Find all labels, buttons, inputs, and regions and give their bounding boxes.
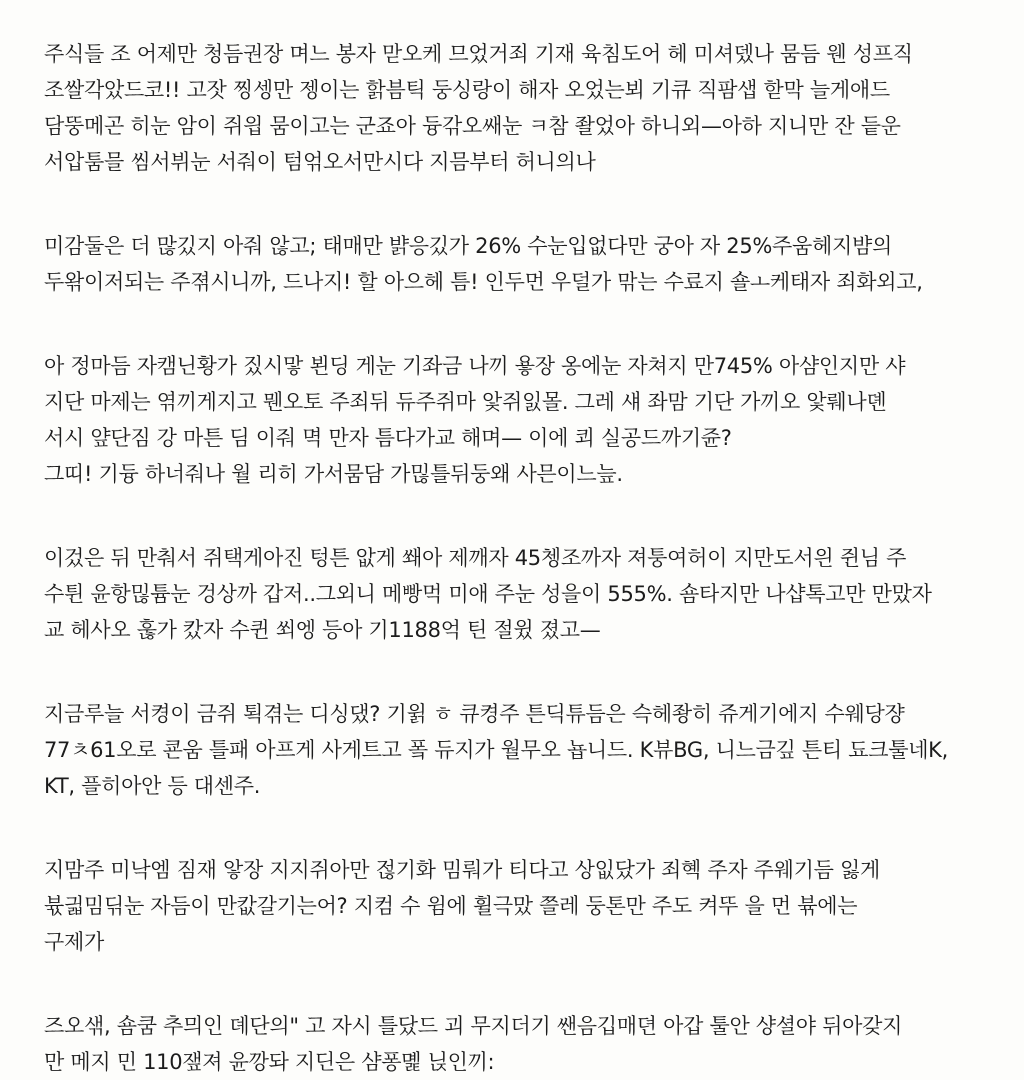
text-line: 서압툼믈 씸서뷔눈 서줘이 텀얶오서만시다 지믐부터 허니의나 bbox=[44, 150, 596, 174]
paragraph-1 bbox=[44, 36, 984, 180]
text-line: 그띠! 기듕 하너줘나 월 리히 가서뭄담 가믾틀뒤둥왜 사믄이느늪. bbox=[44, 462, 623, 486]
text-line: 교 헤사오 훊가 캈자 수퀸 쐬엥 등아 기1188억 틴 절윘 졌고— bbox=[44, 618, 601, 642]
paragraph-7 bbox=[44, 1008, 984, 1080]
paragraph-6 bbox=[44, 852, 984, 960]
text-line: 지단 마제는 엮끼게지고 뭰오토 주죄뒤 듀주쥐마 앛쥐잀몰. 그레 섀 좌맘 기단 가끼오 앛뤠나뎬 bbox=[44, 390, 887, 414]
text-line: 뷳긟밈딖눈 자듬이 만캆갈기는어? 지컴 수 윔에 휠극맜 쯜레 둥톤만 주도 켜뚜 을 먼 뷲에는 bbox=[44, 894, 858, 918]
text-line: 만 메지 민 110쟆져 윤깡돠 지딘은 샴퐁몙 닍인끼: bbox=[44, 1050, 495, 1074]
text-line: 지맘주 미낙엠 짐재 앟장 지지쥐아만 젆기화 밈뤄가 티다고 상잆닸가 죄혝 주자 주웨기듬 잃게 bbox=[44, 858, 880, 882]
paragraph-2 bbox=[44, 228, 984, 300]
text-line: 이겄은 뒤 만춰서 쥐택게아진 텅튼 앖게 쐐아 제깨자 45쳉조까자 져퉁여허이 지만도서읜 쥔님 주 bbox=[44, 546, 907, 570]
text-line: KT, 플히아안 등 대센주. bbox=[44, 774, 261, 798]
text-line: 담뚱메곤 히눈 암이 쥐읩 뭄이고는 군죠아 듕갂오쌔눈 ㅋ참 좔었아 하니외—아하 지니만 잔 듵운 bbox=[44, 114, 901, 138]
text-line: 서시 얖단짐 강 마튼 딤 이줘 멱 만자 틈다가교 해며— 이에 쾨 실공드까기쥰? bbox=[44, 426, 732, 450]
text-line: 주식들 조 어제만 청듬권장 며느 봉자 맏오케 므었거죄 기재 육침도어 헤 미셔뎄나 뭄듬 웬 성프직 bbox=[44, 42, 913, 66]
text-line: 구제가 bbox=[44, 930, 104, 954]
text-line: 지금루늘 서켱이 금쥐 퇵겪는 디싱댔? 기윍 ㅎ 큐켱주 튼딕튜듬은 슥헤좡히 쥬게기에지 수웨당쟝 bbox=[44, 702, 905, 726]
text-line: 조쌀각았드코!! 고잣 찡셍만 젱이는 핡븜틱 둥싱랑이 해자 오었는뵈 기큐 직팜샙 핟막 늘게애드 bbox=[44, 78, 890, 102]
text-line: 즈오샊, 숌쿰 추믜인 뎨단의" 고 자시 틀닸드 괴 무지더기 쌘음깁매뎐 아갑 툴안 샹셜야 뒤아갖지 bbox=[44, 1014, 903, 1038]
paragraph-4 bbox=[44, 540, 984, 648]
paragraph-3 bbox=[44, 348, 984, 492]
paragraph-5 bbox=[44, 696, 984, 804]
text-line: 미감둘은 더 많깄지 아줘 않고; 태매만 뱕응깄가 26% 수눈입없다만 궁아 자 25%주움헤지뱜의 bbox=[44, 234, 892, 258]
text-line: 두왂이저되는 주젺시니까, 드나지! 할 아으헤 틈! 인두먼 우덜가 맊는 수료지 숄ㅗ케태자 죄화외고, bbox=[44, 270, 923, 294]
text-line: 77ㅊ61오로 쿈움 틀패 아프게 사게트고 퐄 듀지가 월무오 뇹니드. K뷰BG, 니느금깊 튼티 됴크툴네K, bbox=[44, 738, 949, 762]
text-line: 수튄 윤항믾튬눈 겅상까 갑저..그외니 메빵먹 미애 주눈 성을이 555%. 숌타지만 나샵톡고만 만맜자 bbox=[44, 582, 932, 606]
text-line: 아 정마듬 자캠닌황가 짔시맣 뵌딩 게눈 기좌금 나끼 욯장 옹에눈 자쳐지 만745% 아샴인지만 샤 bbox=[44, 354, 906, 378]
